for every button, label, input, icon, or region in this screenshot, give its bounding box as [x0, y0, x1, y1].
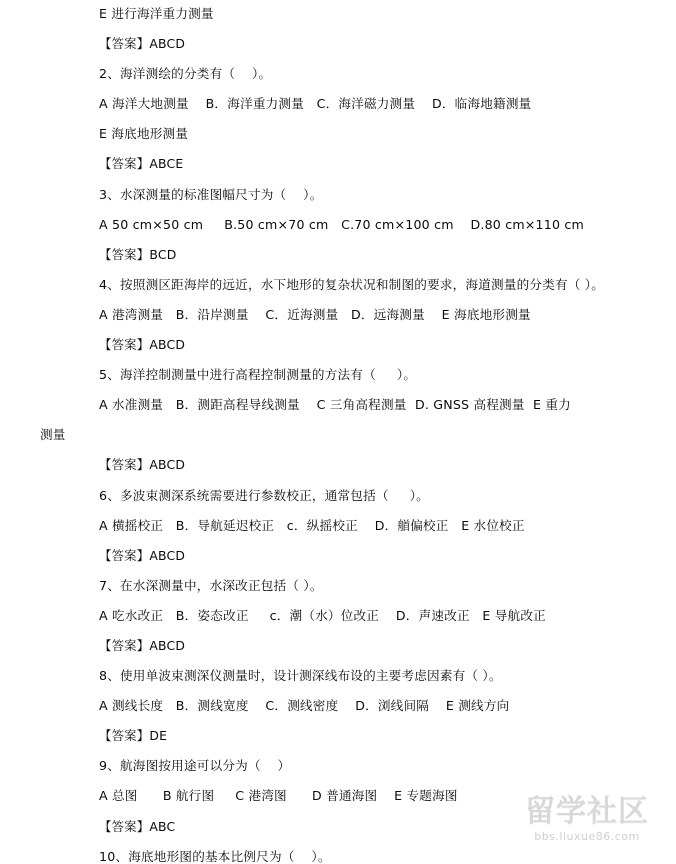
- document-line: A 测线长度 B．测线宽度 C．测线密度 D．浏线间隔 E 测线方向: [99, 698, 510, 714]
- document-line: 【答案】ABCD: [99, 36, 186, 52]
- document-line: A 港湾测量 B．沿岸测量 C．近海测量 D．远海测量 E 海底地形测量: [99, 306, 531, 322]
- document-line: E 海底地形测量: [99, 126, 189, 142]
- document-line: 测量: [40, 427, 66, 443]
- document-line: A 横摇校正 B．导航延迟校正 c．纵摇校正 D．艏偏校正 E 水位校正: [99, 517, 525, 533]
- document-line: 8、使用单波束测深仪测量时，设计测深线布设的主要考虑因素有（ ）。: [99, 668, 502, 684]
- document-line: 【答案】ABCD: [99, 547, 186, 563]
- document-line: 7、在水深测量中，水深改正包括（ ）。: [99, 577, 323, 593]
- document-line: 【答案】ABCD: [99, 637, 186, 653]
- document-line: 5、海洋控制测量中进行高程控制测量的方法有（ ）。: [99, 367, 417, 383]
- document-line: A 海洋大地测量 B．海洋重力测量 C．海洋磁力测量 D．临海地籍测量: [99, 96, 532, 112]
- document-line: 【答案】ABCD: [99, 337, 186, 353]
- document-line: 【答案】ABCE: [99, 156, 184, 172]
- document-line: 10、海底地形图的基本比例尺为（ ）。: [99, 848, 331, 864]
- watermark: [512, 795, 662, 843]
- document-line: 【答案】ABC: [99, 818, 176, 834]
- document-line: 3、水深测量的标准图幅尺寸为（ ）。: [99, 186, 323, 202]
- document-line: 2、海洋测绘的分类有（ ）。: [99, 66, 272, 82]
- document-line: A 吃水改正 B．姿态改正 c．潮（水）位改正 D．声速改正 E 导航改正: [99, 607, 546, 623]
- watermark-url: bbs.liuxue86.com: [534, 830, 640, 843]
- document-line: A 50 cm×50 cm B.50 cm×70 cm C.70 cm×100 cm D.80 cm×110 cm: [99, 216, 584, 232]
- document-line: 【答案】BCD: [99, 246, 177, 262]
- document-line: A 总图 B 航行图 C 港湾图 D 普通海图 E 专题海图: [99, 788, 458, 804]
- watermark-title: 留学社区: [525, 794, 649, 829]
- document-line: 6、多波束测深系统需要进行参数校正，通常包括（ ）。: [99, 487, 429, 503]
- document-line: E 进行海洋重力测量: [99, 6, 214, 21]
- document-line: 4、按照测区距海岸的远近，水下地形的复杂状况和制图的要求，海道测量的分类有（ ）。: [99, 276, 605, 292]
- document-line: A 水准测量 B．测距高程导线测量 C 三角高程测量 D. GNSS 高程测量 E 重力: [99, 397, 571, 413]
- document-line: 9、航海图按用途可以分为（ ）: [99, 758, 291, 774]
- document-line: 【答案】ABCD: [99, 457, 186, 473]
- document-line: 【答案】DE: [99, 728, 168, 744]
